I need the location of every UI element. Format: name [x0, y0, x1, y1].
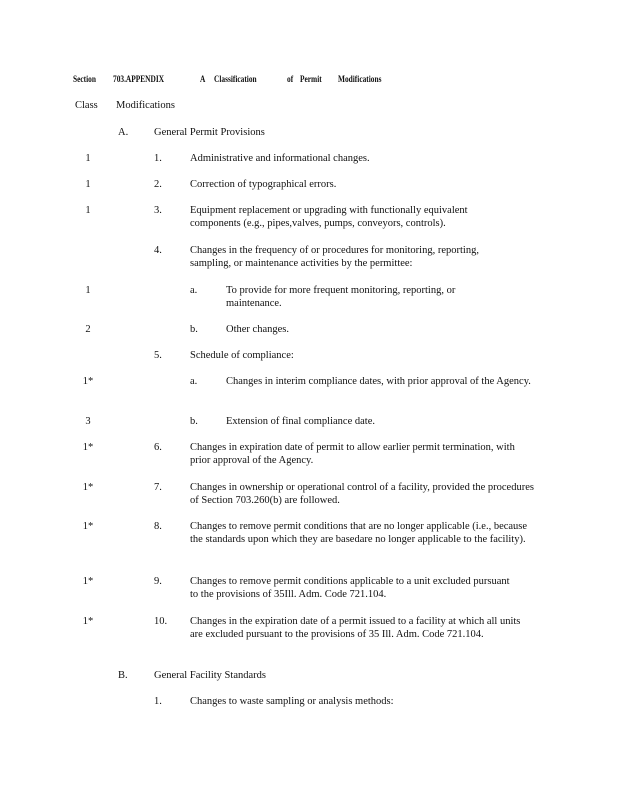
item-text: Administrative and informational changes.	[190, 153, 370, 164]
item-text: Correction of typographical errors.	[190, 179, 337, 190]
section-b-title: General Facility Standards	[154, 670, 266, 681]
item-number: a.	[190, 376, 198, 387]
item-text: Changes to remove permit conditions that are no longer applicable (i.e., because the standards upon which they are basedare no longer applicable to the facility).	[190, 521, 528, 545]
item-number: 6.	[154, 442, 162, 453]
item-number: 1.	[154, 153, 162, 164]
heading-section: Section	[73, 74, 96, 84]
section-a-title: General Permit Provisions	[154, 127, 265, 138]
heading-word-permit: Permit	[300, 74, 322, 84]
item-class: 1	[85, 179, 91, 190]
heading-word-classification: Classification	[214, 74, 257, 84]
item-text: Changes in the frequency of or procedures for monitoring, reporting, sampling, or maintenance activities by the permittee:	[190, 245, 479, 269]
item-number: a.	[190, 285, 198, 296]
item-class: 2	[85, 324, 91, 335]
item-class: 1	[85, 205, 91, 216]
column-header-class: Class	[75, 100, 98, 111]
heading-letter: A	[200, 74, 206, 84]
item-text: Changes in interim compliance dates, with prior approval of the Agency.	[226, 376, 531, 387]
heading-number: 703.APPENDIX	[113, 74, 165, 84]
section-a-label: A.	[118, 127, 129, 138]
item-text: Changes to remove permit conditions applicable to a unit excluded pursuant to the provisions of 35Ill. Adm. Code 721.104.	[190, 576, 510, 600]
item-text: Extension of final compliance date.	[226, 416, 375, 427]
item-text: Equipment replacement or upgrading with functionally equivalent components (e.g., pipes,valves, pumps, conveyors, controls).	[190, 205, 468, 229]
item-number: b.	[190, 324, 198, 335]
item-number: 1.	[154, 696, 162, 707]
item-number: 10.	[154, 616, 168, 627]
item-text: Changes in the expiration date of a permit issued to a facility at which all units are excluded pursuant to the provisions of 35 Ill. Adm. Code 721.104.	[190, 616, 521, 640]
item-class: 1	[85, 285, 91, 296]
item-class: 3	[85, 416, 91, 427]
heading-word-modifications: Modifications	[338, 74, 382, 84]
item-number: 3.	[154, 205, 162, 216]
item-class: 1*	[82, 521, 94, 532]
item-class: 1	[85, 153, 91, 164]
item-number: 4.	[154, 245, 162, 256]
section-b-label: B.	[118, 670, 128, 681]
item-class: 1*	[82, 376, 94, 387]
item-text: Changes to waste sampling or analysis methods:	[190, 696, 394, 707]
item-text: Other changes.	[226, 324, 289, 335]
column-header-modifications: Modifications	[116, 100, 175, 111]
heading-word-of: of	[287, 74, 294, 84]
item-number: 2.	[154, 179, 162, 190]
item-number: 9.	[154, 576, 162, 587]
item-number: 5.	[154, 350, 162, 361]
item-number: 7.	[154, 482, 162, 493]
item-class: 1*	[82, 442, 94, 453]
item-text: To provide for more frequent monitoring, reporting, or maintenance.	[226, 285, 456, 309]
item-text: Changes in ownership or operational control of a facility, provided the procedures of Section 703.260(b) are followed.	[190, 482, 534, 506]
item-text: Changes in expiration date of permit to allow earlier permit termination, with prior approval of the Agency.	[190, 442, 515, 466]
item-number: b.	[190, 416, 198, 427]
item-text: Schedule of compliance:	[190, 350, 294, 361]
item-class: 1*	[82, 482, 94, 493]
item-class: 1*	[82, 616, 94, 627]
item-number: 8.	[154, 521, 162, 532]
item-class: 1*	[82, 576, 94, 587]
